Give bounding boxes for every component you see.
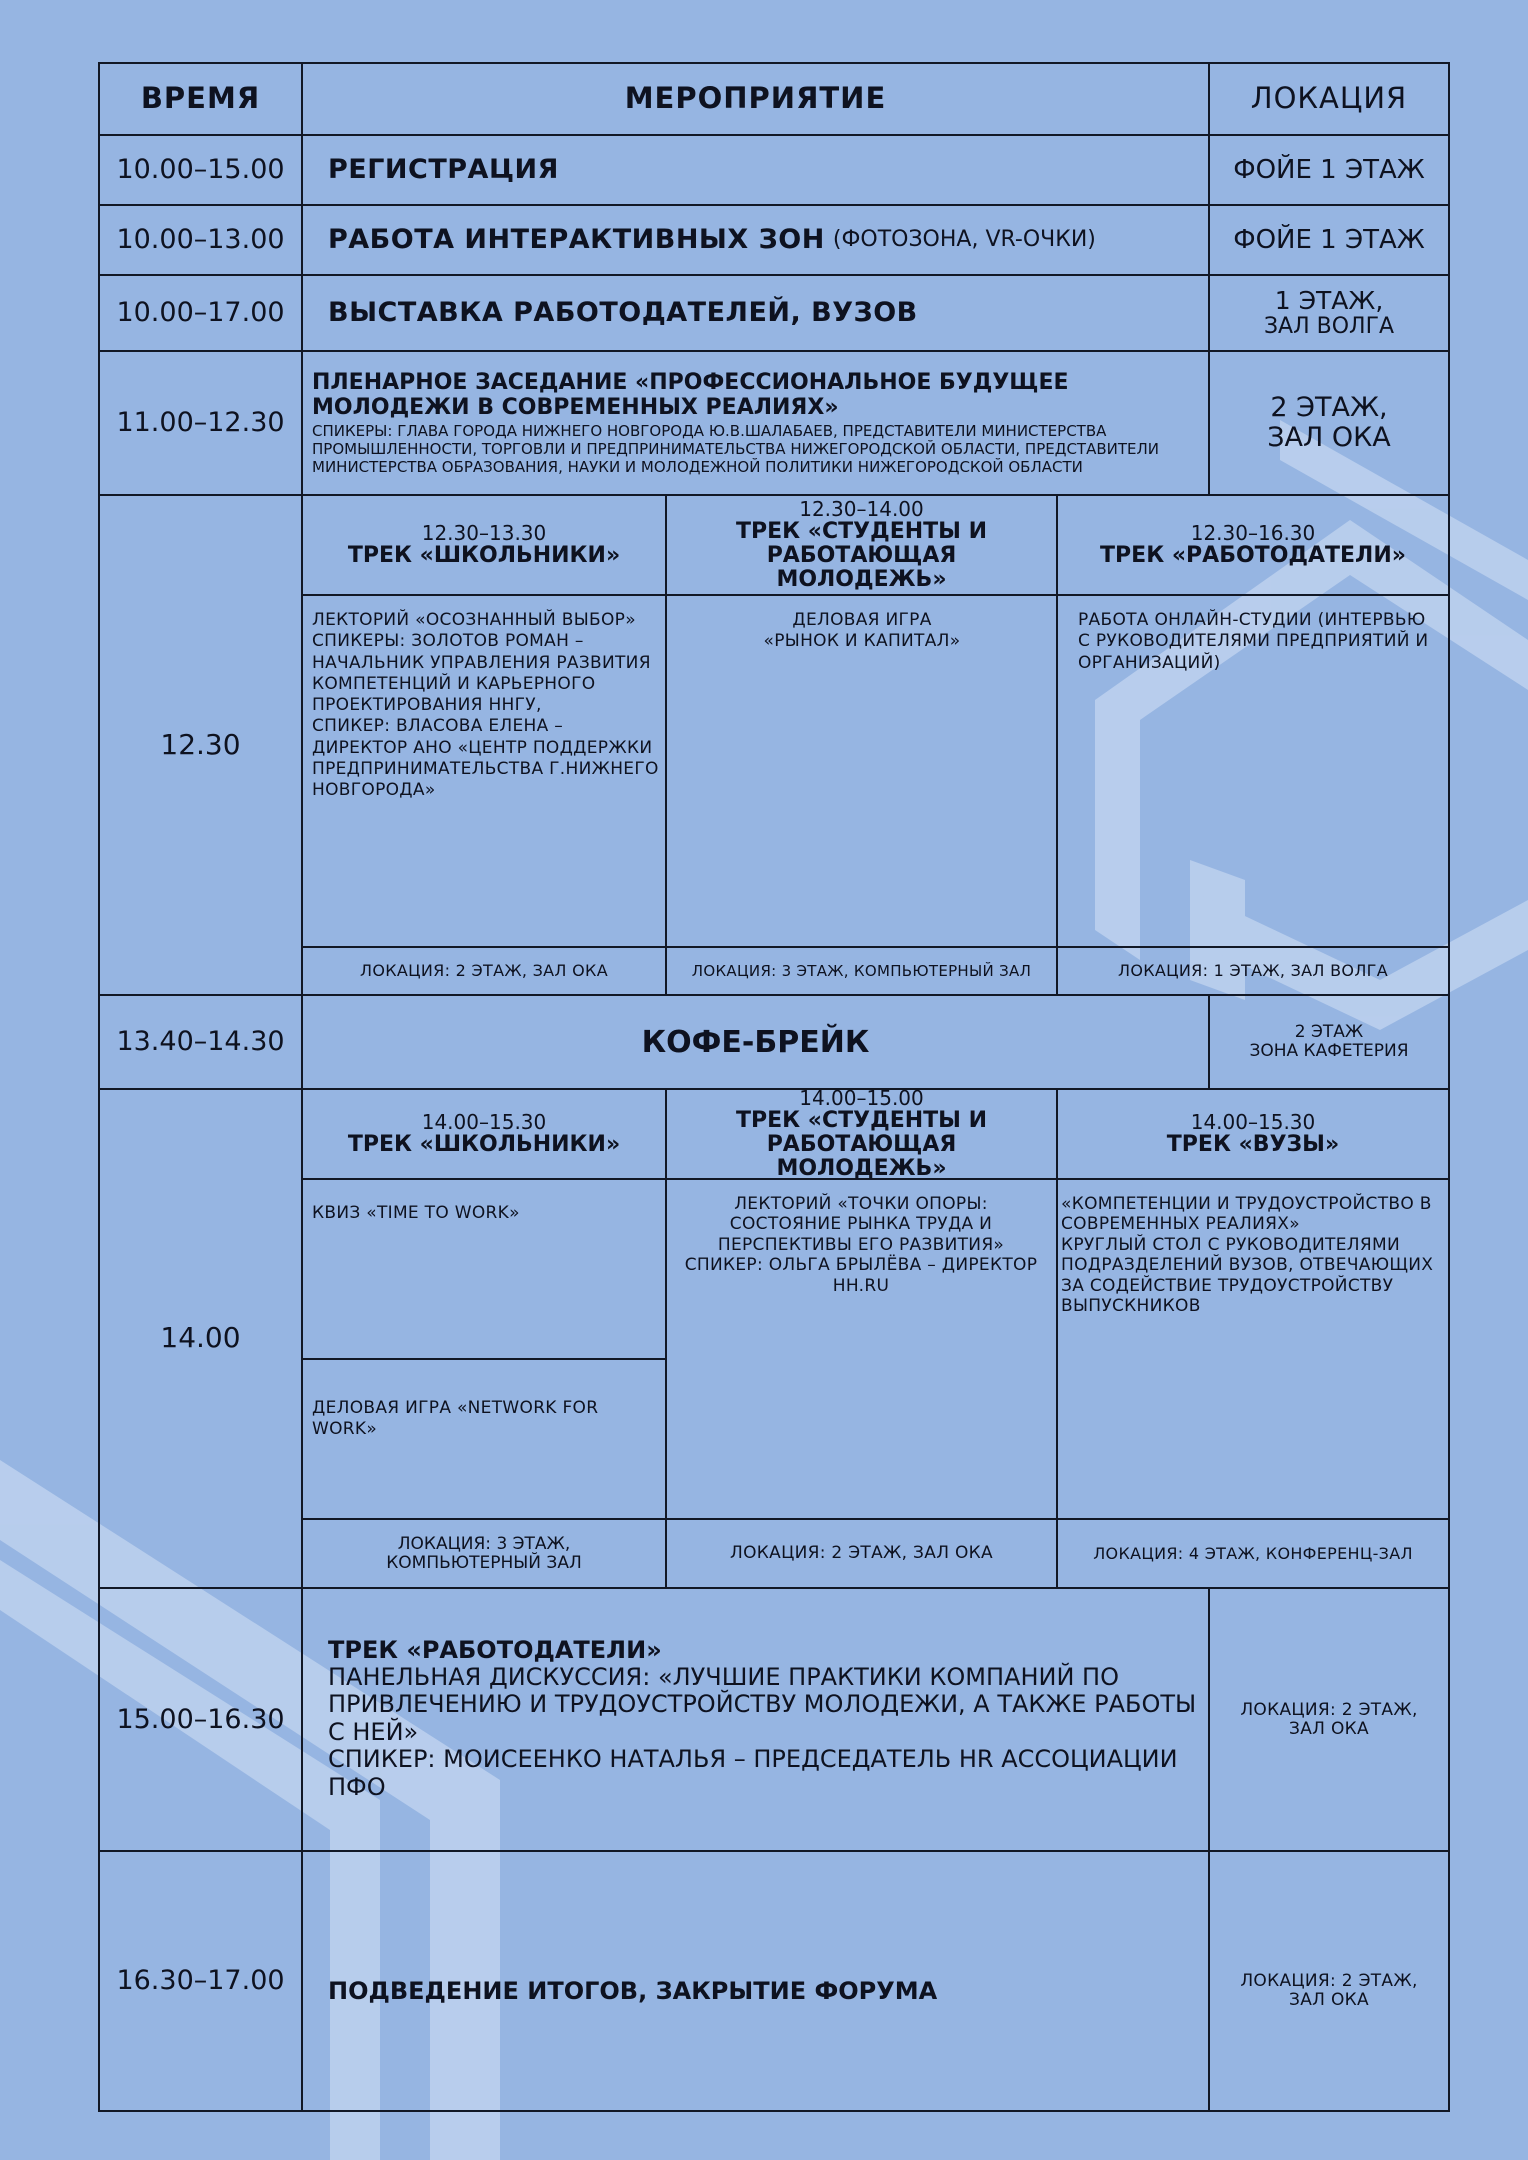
block1400-col1-time: 14.00–15.30 — [421, 1109, 547, 1134]
block1230-col1-header — [303, 496, 665, 594]
plenary-speakers: СПИКЕРЫ: ГЛАВА ГОРОДА НИЖНЕГО НОВГОРОДА Ю.В.ШАЛАБАЕВ, ПРЕДСТАВИТЕЛИ МИНИСТЕРСТВА ПРОМЫШЛЕННОСТИ, ТОРГОВЛИ И ПРЕДПРИНИМАТЕЛЬСТВА НИЖЕГОРОДСКОЙ ОБЛАСТИ, ПРЕДСТАВИТЕЛИ МИНИСТЕРСТВА ОБРАЗОВАНИЯ, НАУКИ И МОЛОДЕЖНОЙ ПОЛИТИКИ НИЖЕГОРОДСКОЙ ОБЛАСТИ — [312, 422, 1159, 477]
interactive-event — [328, 206, 1198, 274]
panel-time: 15.00–16.30 — [116, 1703, 285, 1735]
panel-location: ЛОКАЦИЯ: 2 ЭТАЖ, ЗАЛ ОКА — [1240, 1699, 1418, 1739]
block1230-col1-track: ТРЕК «ШКОЛЬНИКИ» — [347, 542, 621, 568]
block1230-time: 12.30 — [160, 727, 241, 761]
block1230-col2-time: 12.30–14.00 — [799, 496, 924, 521]
coffee-location — [1210, 996, 1448, 1088]
block1400-col1-header — [303, 1090, 665, 1178]
block1400-col2-text: ЛЕКТОРИЙ «ТОЧКИ ОПОРЫ: СОСТОЯНИЕ РЫНКА ТРУДА И ПЕРСПЕКТИВЫ ЕГО РАЗВИТИЯ» СПИКЕР: ОЛЬГА БРЫЛЁВА – ДИРЕКТОР HH.RU — [684, 1194, 1038, 1296]
interactive-time: 10.00–13.00 — [116, 224, 285, 256]
block1230-col3-location: ЛОКАЦИЯ: 1 ЭТАЖ, ЗАЛ ВОЛГА — [1118, 961, 1388, 981]
header-event: МЕРОПРИЯТИЕ — [624, 81, 887, 116]
block1400-col1-location: ЛОКАЦИЯ: 3 ЭТАЖ, КОМПЬЮТЕРНЫЙ ЗАЛ — [386, 1533, 582, 1573]
schedule-table — [98, 62, 1450, 2112]
registration-location: ФОЙЕ 1 ЭТАЖ — [1233, 154, 1425, 185]
plenary-time: 11.00–12.30 — [116, 407, 285, 439]
block1400-col3-header — [1058, 1090, 1448, 1178]
block1230-col1-text: ЛЕКТОРИЙ «ОСОЗНАННЫЙ ВЫБОР» СПИКЕРЫ: ЗОЛОТОВ РОМАН – НАЧАЛЬНИК УПРАВЛЕНИЯ РАЗВИТИЯ КОМПЕТЕНЦИЙ И КАРЬЕРНОГО ПРОЕКТИРОВАНИЯ ННГУ, СПИКЕР: ВЛАСОВА ЕЛЕНА – ДИРЕКТОР АНО «ЦЕНТР ПОДДЕРЖКИ ПРЕДПРИНИМАТЕЛЬСТВА Г.НИЖНЕГО НОВГОРОДА» — [312, 610, 659, 800]
plenary-title: ПЛЕНАРНОЕ ЗАСЕДАНИЕ «ПРОФЕССИОНАЛЬНОЕ БУДУЩЕЕ МОЛОДЕЖИ В СОВРЕМЕННЫХ РЕАЛИЯХ» — [312, 369, 1069, 420]
block1400-col2-time: 14.00–15.00 — [799, 1085, 924, 1110]
coffee-location-line2: ЗОНА КАФЕТЕРИЯ — [1249, 1041, 1409, 1061]
block1230-col3-track: ТРЕК «РАБОТОДАТЕЛИ» — [1100, 542, 1406, 568]
header-location: ЛОКАЦИЯ — [1250, 81, 1408, 116]
coffee-location-line1: 2 ЭТАЖ — [1294, 1022, 1364, 1043]
interactive-title: РАБОТА ИНТЕРАКТИВНЫХ ЗОН — [328, 224, 825, 256]
panel-track: ТРЕК «РАБОТОДАТЕЛИ» — [328, 1636, 662, 1665]
panel-text: ПАНЕЛЬНАЯ ДИСКУССИЯ: «ЛУЧШИЕ ПРАКТИКИ КОМПАНИЙ ПО ПРИВЛЕЧЕНИЮ И ТРУДОУСТРОЙСТВУ МОЛОДЕЖИ, А ТАКЖЕ РАБОТЫ С НЕЙ» СПИКЕР: МОИСЕЕНКО НАТАЛЬЯ – ПРЕДСЕДАТЕЛЬ HR АССОЦИАЦИИ ПФО — [328, 1662, 1197, 1802]
block1230-col1-time: 12.30–13.30 — [421, 520, 547, 545]
block1400-col3-text: «КОМПЕТЕНЦИИ И ТРУДОУСТРОЙСТВО В СОВРЕМЕННЫХ РЕАЛИЯХ» КРУГЛЫЙ СТОЛ С РУКОВОДИТЕЛЯМИ ПОДРАЗДЕЛЕНИЙ ВУЗОВ, ОТВЕЧАЮЩИХ ЗА СОДЕЙСТВИЕ ТРУДОУСТРОЙСТВУ ВЫПУСКНИКОВ — [1061, 1194, 1434, 1316]
plenary-location — [1210, 352, 1448, 494]
plenary-event — [312, 352, 1202, 494]
block1230-col3-time: 12.30–16.30 — [1190, 520, 1316, 545]
block1230-col2-location: ЛОКАЦИЯ: 3 ЭТАЖ, КОМПЬЮТЕРНЫЙ ЗАЛ — [691, 961, 1032, 980]
block1400-col1-text-b: ДЕЛОВАЯ ИГРА «NETWORK FOR WORK» — [312, 1398, 599, 1440]
block1230-col3-header — [1058, 496, 1448, 594]
block1400-col3-track: ТРЕК «ВУЗЫ» — [1166, 1131, 1340, 1157]
closing-time: 16.30–17.00 — [116, 1965, 285, 1997]
closing-title: ПОДВЕДЕНИЕ ИТОГОВ, ЗАКРЫТИЕ ФОРУМА — [328, 1976, 938, 2005]
interactive-note: (ФОТОЗОНА, VR-ОЧКИ) — [832, 226, 1096, 252]
block1230-col2-text: ДЕЛОВАЯ ИГРА «РЫНОК И КАПИТАЛ» — [763, 610, 961, 652]
block1400-col1-track: ТРЕК «ШКОЛЬНИКИ» — [347, 1131, 621, 1157]
block1230-col2-header — [667, 496, 1056, 594]
exhibition-time: 10.00–17.00 — [116, 297, 285, 329]
block1230-col2-track: ТРЕК «СТУДЕНТЫ И РАБОТАЮЩАЯ МОЛОДЕЖЬ» — [735, 518, 988, 593]
header-time: ВРЕМЯ — [140, 81, 261, 116]
exhibition-location — [1210, 276, 1448, 350]
block1400-col2-location: ЛОКАЦИЯ: 2 ЭТАЖ, ЗАЛ ОКА — [730, 1543, 993, 1564]
interactive-location: ФОЙЕ 1 ЭТАЖ — [1233, 224, 1425, 255]
closing-location: ЛОКАЦИЯ: 2 ЭТАЖ, ЗАЛ ОКА — [1240, 1971, 1418, 2010]
block1400-col2-header — [667, 1085, 1056, 1182]
coffee-time: 13.40–14.30 — [116, 1026, 285, 1058]
registration-time: 10.00–15.00 — [116, 154, 285, 186]
exhibition-location-line1: 1 ЭТАЖ, — [1274, 286, 1384, 316]
block1230-col1-location: ЛОКАЦИЯ: 2 ЭТАЖ, ЗАЛ ОКА — [360, 961, 608, 981]
exhibition-location-line2: ЗАЛ ВОЛГА — [1263, 313, 1395, 339]
panel-event — [328, 1589, 1198, 1850]
block1400-col1-text-a: КВИЗ «TIME TO WORK» — [312, 1203, 520, 1223]
block1230-col3-text: РАБОТА ОНЛАЙН-СТУДИИ (ИНТЕРВЬЮ С РУКОВОДИТЕЛЯМИ ПРЕДПРИЯТИЙ И ОРГАНИЗАЦИЙ) — [1078, 610, 1429, 673]
coffee-title: КОФЕ-БРЕЙК — [641, 1024, 870, 1060]
plenary-location-line1: 2 ЭТАЖ, — [1270, 392, 1388, 424]
block1400-col2-track: ТРЕК «СТУДЕНТЫ И РАБОТАЮЩАЯ МОЛОДЕЖЬ» — [735, 1107, 988, 1182]
plenary-location-line2: ЗАЛ ОКА — [1267, 422, 1391, 453]
exhibition-title: ВЫСТАВКА РАБОТОДАТЕЛЕЙ, ВУЗОВ — [328, 297, 918, 329]
block1400-col3-location: ЛОКАЦИЯ: 4 ЭТАЖ, КОНФЕРЕНЦ-ЗАЛ — [1093, 1543, 1413, 1563]
block1400-time: 14.00 — [160, 1321, 241, 1355]
block1400-col3-time: 14.00–15.30 — [1190, 1109, 1316, 1134]
registration-title: РЕГИСТРАЦИЯ — [328, 154, 559, 186]
